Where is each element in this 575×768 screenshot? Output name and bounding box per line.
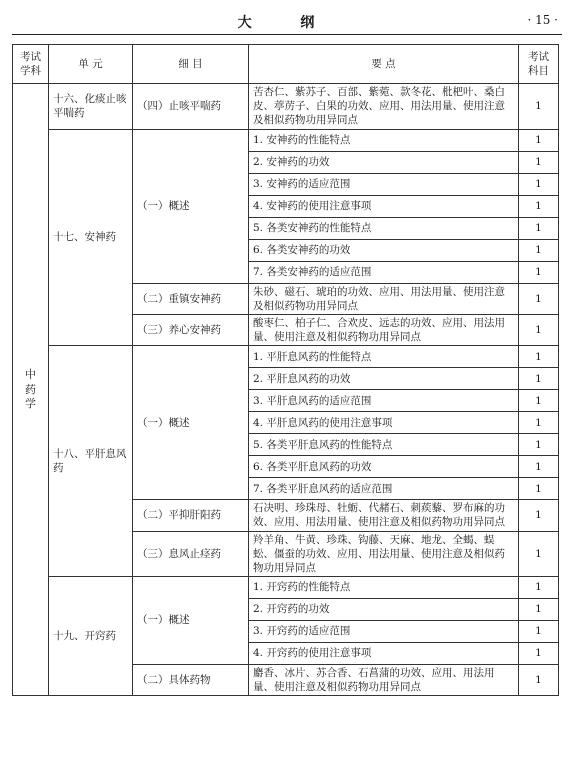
subject-class-cell: 1 (519, 368, 559, 390)
table-row (13, 577, 559, 599)
item-cell: （一）概述 (133, 129, 249, 283)
point-cell: 6. 各类安神药的功效 (249, 239, 519, 261)
syllabus-body (13, 84, 559, 696)
point-cell: 朱砂、磁石、琥珀的功效、应用、用法用量、使用注意及相似药物功用异同点 (249, 283, 519, 314)
subject-class-cell: 1 (519, 84, 559, 130)
point-cell: 6. 各类平肝息风药的功效 (249, 456, 519, 478)
table-header-row (13, 45, 559, 84)
header-subject: 考试学科 (13, 45, 49, 84)
subject-class-cell: 1 (519, 239, 559, 261)
subject-class-cell: 1 (519, 643, 559, 665)
subject-class-cell: 1 (519, 129, 559, 151)
syllabus-table (12, 44, 559, 696)
point-cell: 2. 安神药的功效 (249, 151, 519, 173)
subject-class-cell: 1 (519, 412, 559, 434)
item-cell: （四）止咳平喘药 (133, 84, 249, 130)
table-row (13, 129, 559, 151)
header-unit: 单 元 (49, 45, 133, 84)
subject-class-cell: 1 (519, 665, 559, 696)
point-cell: 5. 各类安神药的性能特点 (249, 217, 519, 239)
subject-class-cell: 1 (519, 283, 559, 314)
point-cell: 2. 平肝息风药的功效 (249, 368, 519, 390)
subject-class-cell: 1 (519, 621, 559, 643)
subject-class-cell: 1 (519, 577, 559, 599)
subject-class-cell: 1 (519, 390, 559, 412)
subject-class-cell: 1 (519, 195, 559, 217)
unit-cell: 十七、安神药 (49, 129, 133, 346)
item-cell: （二）重镇安神药 (133, 283, 249, 314)
point-cell: 4. 安神药的使用注意事项 (249, 195, 519, 217)
page-header (12, 8, 562, 35)
point-cell: 7. 各类平肝息风药的适应范围 (249, 478, 519, 500)
item-cell: （二）具体药物 (133, 665, 249, 696)
point-cell: 4. 平肝息风药的使用注意事项 (249, 412, 519, 434)
point-cell: 羚羊角、牛黄、珍珠、钩藤、天麻、地龙、全蝎、蜈蚣、僵蚕的功效、应用、用法用量、使用注意及相似药物功用异同点 (249, 531, 519, 577)
header-subject-class: 考试科目 (519, 45, 559, 84)
header-item: 细 目 (133, 45, 249, 84)
point-cell: 5. 各类平肝息风药的性能特点 (249, 434, 519, 456)
subject-class-cell: 1 (519, 151, 559, 173)
point-cell: 4. 开窍药的使用注意事项 (249, 643, 519, 665)
point-cell: 苦杏仁、紫苏子、百部、紫菀、款冬花、枇杷叶、桑白皮、葶苈子、白果的功效、应用、用法用量、使用注意及相似药物功用异同点 (249, 84, 519, 130)
unit-cell: 十六、化痰止咳平喘药 (49, 84, 133, 130)
subject-class-cell: 1 (519, 346, 559, 368)
point-cell: 1. 开窍药的性能特点 (249, 577, 519, 599)
point-cell: 1. 平肝息风药的性能特点 (249, 346, 519, 368)
table-row (13, 84, 559, 130)
point-cell: 酸枣仁、柏子仁、合欢皮、远志的功效、应用、用法用量、使用注意及相似药物功用异同点 (249, 314, 519, 345)
unit-cell: 十八、平肝息风药 (49, 346, 133, 577)
page-number: · 15 · (527, 13, 558, 27)
point-cell: 石决明、珍珠母、牡蛎、代赭石、刺蒺藜、罗布麻的功效、应用、用法用量、使用注意及相似药物功用异同点 (249, 500, 519, 531)
table-row (13, 346, 559, 368)
point-cell: 3. 开窍药的适应范围 (249, 621, 519, 643)
point-cell: 1. 安神药的性能特点 (249, 129, 519, 151)
item-cell: （二）平抑肝阳药 (133, 500, 249, 531)
subject-class-cell: 1 (519, 314, 559, 345)
subject-class-cell: 1 (519, 456, 559, 478)
subject-class-cell: 1 (519, 217, 559, 239)
item-cell: （三）养心安神药 (133, 314, 249, 345)
subject-class-cell: 1 (519, 434, 559, 456)
subject-class-cell: 1 (519, 500, 559, 531)
item-cell: （三）息风止痉药 (133, 531, 249, 577)
item-cell: （一）概述 (133, 346, 249, 500)
header-points: 要 点 (249, 45, 519, 84)
point-cell: 3. 平肝息风药的适应范围 (249, 390, 519, 412)
page-title: 大 纲 (237, 15, 337, 31)
point-cell: 2. 开窍药的功效 (249, 599, 519, 621)
subject-class-cell: 1 (519, 478, 559, 500)
subject-label: 中药学 (25, 368, 36, 410)
point-cell: 3. 安神药的适应范围 (249, 173, 519, 195)
unit-cell: 十九、开窍药 (49, 577, 133, 696)
subject-class-cell: 1 (519, 531, 559, 577)
subject-class-cell: 1 (519, 173, 559, 195)
subject-class-cell: 1 (519, 599, 559, 621)
subject-class-cell: 1 (519, 261, 559, 283)
point-cell: 7. 各类安神药的适应范围 (249, 261, 519, 283)
item-cell: （一）概述 (133, 577, 249, 665)
point-cell: 麝香、冰片、苏合香、石菖蒲的功效、应用、用法用量、使用注意及相似药物功用异同点 (249, 665, 519, 696)
subject-cell (13, 84, 49, 696)
